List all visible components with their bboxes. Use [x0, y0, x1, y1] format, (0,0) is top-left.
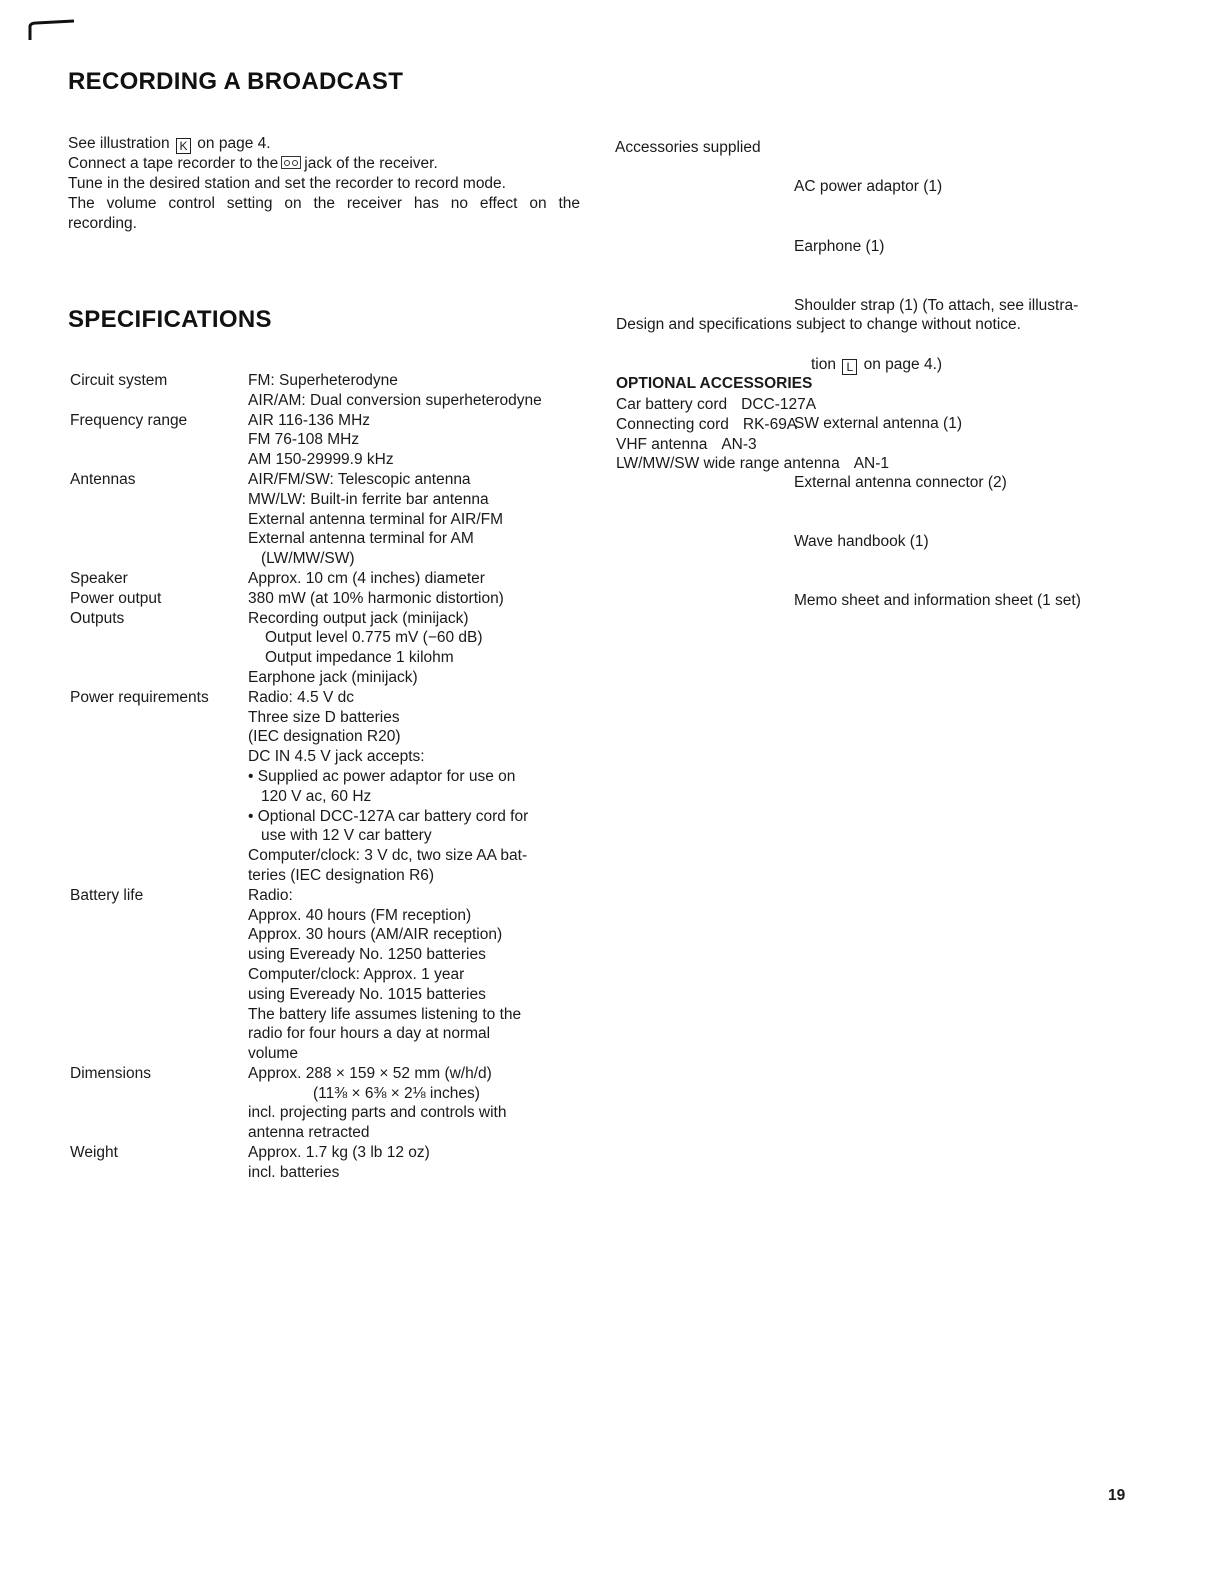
spec-values	[248, 569, 485, 589]
recording-line-4: The volume control setting on the receiver has no effect on the	[68, 195, 580, 212]
spec-value-line: antenna retracted	[248, 1124, 370, 1142]
spec-value-line: Approx. 30 hours (AM/AIR reception)	[248, 926, 503, 944]
optional-item: VHF antenna AN-3	[616, 435, 757, 453]
recording-line-3: Tune in the desired station and set the recorder to record mode.	[68, 175, 506, 192]
spec-label: Outputs	[70, 609, 125, 627]
spec-value-line: Approx. 10 cm (4 inches) diameter	[248, 569, 485, 587]
accessory-item: SW external antenna (1)	[794, 415, 963, 433]
spec-label: Circuit system	[70, 372, 168, 389]
spec-value-line: FM 76-108 MHz	[248, 431, 360, 449]
spec-value-line: Approx. 1.7 kg (3 lb 12 oz)	[248, 1144, 430, 1162]
spec-label: Speaker	[70, 569, 128, 587]
spec-value-line: MW/LW: Built-in ferrite bar antenna	[248, 490, 489, 508]
spec-value-line: Three size D batteries	[248, 708, 400, 726]
spec-label: Frequency range	[70, 411, 188, 429]
optional-item: LW/MW/SW wide range antenna AN-1	[616, 455, 890, 473]
spec-value-line: Recording output jack (minijack)	[248, 609, 469, 627]
accessory-item: Memo sheet and information sheet (1 set)	[794, 592, 1081, 610]
spec-values	[248, 1064, 506, 1143]
spec-row	[70, 411, 542, 470]
spec-row	[70, 589, 542, 609]
spec-value-line: AIR/FM/SW: Telescopic antenna	[248, 470, 471, 488]
accessories-label: Accessories supplied	[615, 139, 761, 156]
spec-value-line: The battery life assumes listening to the	[248, 1005, 522, 1023]
page-number: 19	[1108, 1487, 1126, 1504]
spec-label: Weight	[70, 1144, 118, 1162]
spec-value-line: (IEC designation R20)	[248, 728, 401, 746]
accessory-item-continuation: tion L on page 4.)	[811, 355, 943, 374]
spec-row	[70, 470, 542, 569]
spec-value-line: AIR/AM: Dual conversion superheterodyne	[248, 391, 542, 409]
spec-value-line: Radio:	[248, 886, 293, 904]
recording-line-1: See illustration K on page 4.	[68, 135, 271, 153]
spec-value-line: • Optional DCC-127A car battery cord for	[248, 807, 529, 825]
spec-row	[70, 371, 542, 411]
spec-values	[248, 688, 528, 886]
spec-row	[70, 1143, 542, 1183]
spec-value-line: Radio: 4.5 V dc	[248, 688, 354, 706]
spec-label: Dimensions	[70, 1064, 151, 1082]
spec-value-line: AM 150-29999.9 kHz	[248, 451, 394, 469]
spec-value-line: Computer/clock: Approx. 1 year	[248, 965, 465, 983]
spec-value-line: Earphone jack (minijack)	[248, 668, 418, 686]
accessory-item: Shoulder strap (1) (To attach, see illustra-	[794, 296, 1079, 314]
optional-accessories-list	[616, 395, 889, 474]
specifications-table	[70, 371, 542, 1183]
spec-value-line: volume	[248, 1045, 298, 1063]
spec-label: Power requirements	[70, 688, 209, 706]
specifications-heading: SPECIFICATIONS	[68, 306, 272, 333]
spec-value-line: incl. batteries	[248, 1163, 340, 1181]
spec-value-line: radio for four hours a day at normal	[248, 1025, 491, 1043]
optional-item: Connecting cord RK-69A	[616, 415, 798, 433]
spec-row	[70, 569, 542, 589]
illustration-l-box: L	[842, 359, 857, 375]
illustration-k-box: K	[176, 138, 191, 154]
spec-value-line: using Eveready No. 1015 batteries	[248, 985, 486, 1003]
spec-values	[248, 371, 542, 411]
cassette-icon	[281, 156, 301, 169]
spec-row	[70, 688, 542, 886]
spec-value-line: Approx. 40 hours (FM reception)	[248, 906, 472, 924]
spec-label: Power output	[70, 589, 162, 607]
spec-value-line: Approx. 288 × 159 × 52 mm (w/h/d)	[248, 1064, 492, 1082]
spec-value-line: Output impedance 1 kilohm	[265, 649, 454, 667]
spec-values	[248, 589, 504, 609]
spec-value-line: 120 V ac, 60 Hz	[261, 787, 372, 805]
spec-value-line: using Eveready No. 1250 batteries	[248, 946, 486, 964]
spec-values	[248, 886, 521, 1064]
optional-accessories-heading: OPTIONAL ACCESSORIES	[616, 375, 813, 392]
spec-value-line: (LW/MW/SW)	[261, 550, 355, 568]
recording-instructions	[68, 134, 580, 234]
spec-value-line: DC IN 4.5 V jack accepts:	[248, 748, 425, 766]
spec-values	[248, 470, 503, 569]
spec-value-line: Computer/clock: 3 V dc, two size AA bat-	[248, 847, 528, 865]
spec-value-line: 380 mW (at 10% harmonic distortion)	[248, 589, 504, 607]
recording-line-2: Connect a tape recorder to the jack of the receiver.	[68, 155, 438, 172]
change-notice: Design and specifications subject to change without notice.	[616, 316, 1021, 333]
spec-row	[70, 609, 542, 688]
spec-label: Battery life	[70, 886, 144, 904]
accessory-item: Wave handbook (1)	[794, 533, 929, 551]
spec-value-line: AIR 116-136 MHz	[248, 411, 371, 429]
spec-value-line: External antenna terminal for AIR/FM	[248, 510, 504, 528]
accessory-item: Earphone (1)	[794, 237, 885, 255]
recording-line-5: recording.	[68, 215, 137, 232]
optional-item: Car battery cord DCC-127A	[616, 396, 817, 413]
accessory-item: AC power adaptor (1)	[794, 178, 943, 196]
spec-values	[248, 609, 483, 688]
spec-label: Antennas	[70, 470, 136, 488]
spec-value-line: teries (IEC designation R6)	[248, 866, 435, 884]
spec-value-line: incl. projecting parts and controls with	[248, 1104, 507, 1122]
spec-value-line: use with 12 V car battery	[261, 827, 432, 845]
spec-value-line: Output level 0.775 mV (−60 dB)	[265, 629, 483, 647]
spec-value-line: External antenna terminal for AM	[248, 530, 474, 548]
recording-heading: RECORDING A BROADCAST	[68, 68, 404, 95]
spec-values	[248, 1143, 430, 1183]
spec-values	[248, 411, 394, 470]
spec-value-line: • Supplied ac power adaptor for use on	[248, 767, 516, 785]
spec-value-line: FM: Superheterodyne	[248, 372, 398, 389]
spec-row	[70, 1064, 542, 1143]
spec-row	[70, 886, 542, 1064]
spec-value-line: (11⅜ × 6⅜ × 2⅛ inches)	[313, 1084, 480, 1102]
accessory-item: External antenna connector (2)	[794, 474, 1007, 492]
corner-crop-mark	[28, 18, 76, 42]
